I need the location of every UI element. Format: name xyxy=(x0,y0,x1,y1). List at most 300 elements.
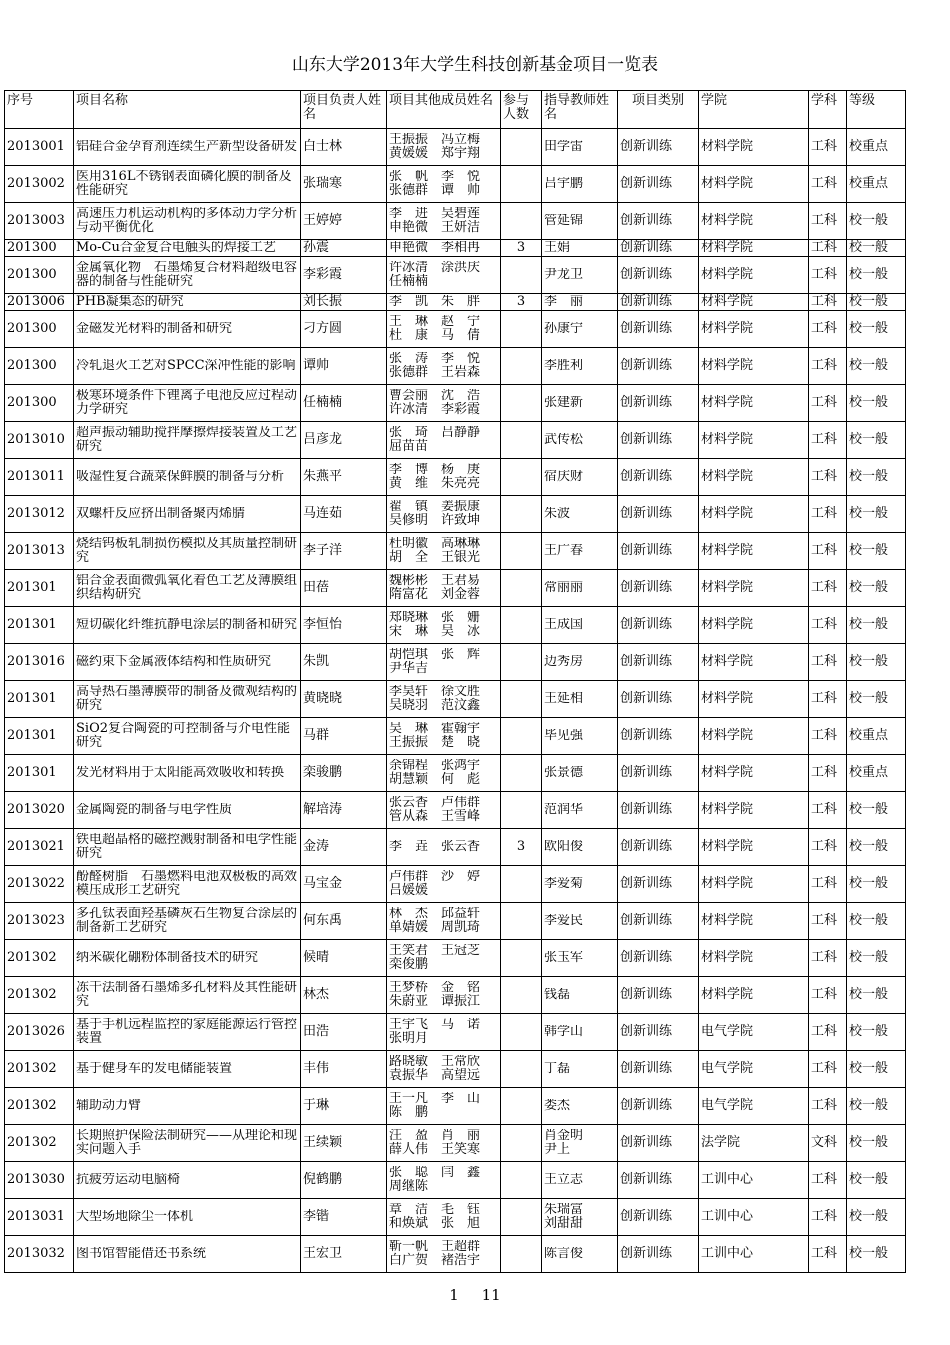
page-total: 11 xyxy=(481,1286,501,1304)
cell-category xyxy=(618,866,699,903)
member-line: 李 凯 朱 胖 xyxy=(389,295,481,309)
cell-members xyxy=(387,681,501,718)
cell-text: 栾骏鹏 xyxy=(303,765,343,780)
cell-text: 2013003 xyxy=(7,213,65,228)
header-cell-count: 参与人数 xyxy=(501,91,542,129)
table-row xyxy=(5,1051,906,1088)
cell-advisor xyxy=(542,866,618,903)
cell-category xyxy=(618,257,699,294)
advisor-line: 丁磊 xyxy=(544,1062,571,1076)
cell-text: 材料学院 xyxy=(701,432,754,447)
cell-id xyxy=(5,829,74,866)
cell-count xyxy=(501,1199,542,1236)
cell-text: 创新训练 xyxy=(620,765,673,780)
cell-project-name xyxy=(74,311,301,348)
cell-id xyxy=(5,940,74,977)
cell-subject xyxy=(809,940,847,977)
cell-text: 工科 xyxy=(811,267,838,282)
cell-text: 校一般 xyxy=(849,294,889,309)
cell-project-name xyxy=(74,681,301,718)
cell-members xyxy=(387,129,501,166)
cell-leader xyxy=(301,348,387,385)
cell-subject xyxy=(809,459,847,496)
table-row xyxy=(5,257,906,294)
cell-category xyxy=(618,792,699,829)
cell-text: 刁方圆 xyxy=(303,321,343,336)
cell-id xyxy=(5,792,74,829)
cell-text: 3 xyxy=(516,839,526,854)
cell-text: 冷轧退火工艺对SPCC深冲性能的影响 xyxy=(76,359,296,373)
cell-count xyxy=(501,570,542,607)
cell-category xyxy=(618,240,699,257)
cell-text: 2013030 xyxy=(7,1172,65,1187)
cell-text: 创新训练 xyxy=(620,654,673,669)
table-row xyxy=(5,1014,906,1051)
cell-text: 材料学院 xyxy=(701,802,754,817)
cell-text: 大型场地除尘一体机 xyxy=(76,1210,194,1224)
cell-text: 任楠楠 xyxy=(303,395,343,410)
cell-text: 烧结钨板轧制损伤模拟及其质量控制研究 xyxy=(76,537,298,565)
member-line: 张 聪 闫 鑫 xyxy=(389,1166,481,1180)
cell-subject xyxy=(809,755,847,792)
cell-college xyxy=(699,496,809,533)
cell-subject xyxy=(809,240,847,257)
cell-leader xyxy=(301,903,387,940)
cell-advisor xyxy=(542,940,618,977)
cell-text: 金涛 xyxy=(303,839,330,854)
cell-college xyxy=(699,940,809,977)
cell-text: 材料学院 xyxy=(701,950,754,965)
member-line: 张德群 王岩森 xyxy=(389,365,481,380)
cell-text: 工科 xyxy=(811,469,838,484)
cell-text: 2013012 xyxy=(7,506,65,521)
cell-category xyxy=(618,1125,699,1162)
cell-text: 创新训练 xyxy=(620,469,673,484)
cell-level xyxy=(847,1199,906,1236)
cell-text: 工科 xyxy=(811,506,838,521)
cell-text: SiO2复合陶瓷的可控制备与介电性能研究 xyxy=(76,722,290,750)
member-line: 魏彬彬 王君易 xyxy=(389,574,481,588)
cell-level xyxy=(847,607,906,644)
cell-leader xyxy=(301,1125,387,1162)
page-title: 山东大学2013年大学生科技创新基金项目一览表 xyxy=(291,55,659,75)
cell-level xyxy=(847,257,906,294)
cell-text: 创新训练 xyxy=(620,987,673,1002)
cell-text: 创新训练 xyxy=(620,267,673,282)
cell-members xyxy=(387,570,501,607)
table-row xyxy=(5,1125,906,1162)
cell-category xyxy=(618,681,699,718)
cell-count xyxy=(501,257,542,294)
header-cell-college: 学院 xyxy=(699,91,809,129)
cell-text: PHB凝集态的研究 xyxy=(76,295,184,309)
cell-level xyxy=(847,1014,906,1051)
cell-college xyxy=(699,718,809,755)
member-line: 任楠楠 xyxy=(389,274,429,289)
cell-level xyxy=(847,1088,906,1125)
cell-text: 创新训练 xyxy=(620,1172,673,1187)
header-cell-subject: 学科 xyxy=(809,91,847,129)
cell-level xyxy=(847,977,906,1014)
advisor-line: 李 丽 xyxy=(544,295,584,309)
cell-text: 创新训练 xyxy=(620,240,673,255)
cell-text: 2013010 xyxy=(7,432,65,447)
advisor-line: 张建新 xyxy=(544,396,584,410)
cell-text: 朱凯 xyxy=(303,654,330,669)
cell-id xyxy=(5,718,74,755)
cell-text: 基于健身车的发电储能装置 xyxy=(76,1062,233,1076)
cell-text: 2013006 xyxy=(7,294,65,309)
cell-count xyxy=(501,129,542,166)
cell-text: 材料学院 xyxy=(701,987,754,1002)
cell-category xyxy=(618,903,699,940)
cell-category xyxy=(618,607,699,644)
cell-category xyxy=(618,1051,699,1088)
cell-category xyxy=(618,294,699,311)
cell-id xyxy=(5,1236,74,1273)
advisor-line: 王立志 xyxy=(544,1173,584,1187)
cell-text: 校一般 xyxy=(849,213,889,228)
cell-advisor xyxy=(542,570,618,607)
table-row xyxy=(5,385,906,422)
cell-members xyxy=(387,311,501,348)
cell-text: 2013023 xyxy=(7,913,65,928)
cell-text: 铁电超晶格的磁控溅射制备和电学性能研究 xyxy=(76,833,298,861)
cell-advisor xyxy=(542,792,618,829)
cell-count xyxy=(501,459,542,496)
page-footer xyxy=(0,1286,950,1304)
table-row xyxy=(5,829,906,866)
cell-text: 工科 xyxy=(811,1209,838,1224)
cell-text: 2013022 xyxy=(7,876,65,891)
cell-level xyxy=(847,166,906,203)
cell-text: 201302 xyxy=(7,987,57,1002)
member-line: 申艳微 王妍洁 xyxy=(389,220,481,235)
cell-id xyxy=(5,644,74,681)
cell-level xyxy=(847,1051,906,1088)
cell-level xyxy=(847,940,906,977)
cell-text: 创新训练 xyxy=(620,839,673,854)
cell-members xyxy=(387,1014,501,1051)
cell-subject xyxy=(809,203,847,240)
cell-advisor xyxy=(542,166,618,203)
cell-members xyxy=(387,203,501,240)
cell-subject xyxy=(809,257,847,294)
cell-text: 工科 xyxy=(811,1172,838,1187)
cell-text: 材料学院 xyxy=(701,876,754,891)
cell-count xyxy=(501,792,542,829)
cell-text: 工科 xyxy=(811,580,838,595)
advisor-line: 常丽丽 xyxy=(544,581,584,595)
cell-advisor xyxy=(542,459,618,496)
cell-text: 工科 xyxy=(811,358,838,373)
cell-level xyxy=(847,294,906,311)
cell-id xyxy=(5,903,74,940)
table-row xyxy=(5,792,906,829)
member-line: 王 琳 赵 宁 xyxy=(389,315,481,329)
cell-text: 工科 xyxy=(811,395,838,410)
cell-project-name xyxy=(74,755,301,792)
cell-text: 校一般 xyxy=(849,802,889,817)
cell-text: 创新训练 xyxy=(620,1246,673,1261)
member-line: 朱蔚亚 谭振江 xyxy=(389,994,481,1009)
cell-id xyxy=(5,459,74,496)
cell-text: 工科 xyxy=(811,876,838,891)
cell-college xyxy=(699,607,809,644)
member-line: 陈 鹏 xyxy=(389,1105,429,1120)
cell-text: 校一般 xyxy=(849,913,889,928)
cell-project-name xyxy=(74,607,301,644)
table-row xyxy=(5,607,906,644)
cell-text: 校一般 xyxy=(849,987,889,1002)
cell-text: 李恒怡 xyxy=(303,617,343,632)
cell-college xyxy=(699,644,809,681)
cell-leader xyxy=(301,257,387,294)
cell-project-name xyxy=(74,718,301,755)
advisor-line: 王成国 xyxy=(544,618,584,632)
cell-text: 李子洋 xyxy=(303,543,343,558)
cell-college xyxy=(699,829,809,866)
member-line: 曹会丽 沈 浩 xyxy=(389,389,481,403)
cell-college xyxy=(699,385,809,422)
cell-level xyxy=(847,311,906,348)
cell-members xyxy=(387,1051,501,1088)
cell-text: 工科 xyxy=(811,913,838,928)
cell-members xyxy=(387,792,501,829)
cell-text: 校重点 xyxy=(849,176,889,191)
cell-text: 创新训练 xyxy=(620,395,673,410)
cell-text: 工科 xyxy=(811,950,838,965)
cell-advisor xyxy=(542,1125,618,1162)
cell-text: 朱燕平 xyxy=(303,469,343,484)
cell-text: 2013013 xyxy=(7,543,65,558)
cell-project-name xyxy=(74,129,301,166)
cell-members xyxy=(387,755,501,792)
cell-subject xyxy=(809,1051,847,1088)
table-row xyxy=(5,459,906,496)
cell-text: 校一般 xyxy=(849,950,889,965)
cell-level xyxy=(847,203,906,240)
cell-count xyxy=(501,903,542,940)
cell-count xyxy=(501,1236,542,1273)
advisor-line: 李爱菊 xyxy=(544,877,584,891)
cell-category xyxy=(618,1199,699,1236)
member-line: 许冰清 涂洪庆 xyxy=(389,261,481,275)
cell-level xyxy=(847,866,906,903)
cell-project-name xyxy=(74,1088,301,1125)
cell-text: 校一般 xyxy=(849,1246,889,1261)
cell-leader xyxy=(301,1236,387,1273)
cell-text: 金磁发光材料的制备和研究 xyxy=(76,322,233,336)
cell-category xyxy=(618,1162,699,1199)
cell-count xyxy=(501,385,542,422)
cell-subject xyxy=(809,829,847,866)
cell-text: 校一般 xyxy=(849,1209,889,1224)
header-cell-advisor: 指导教师姓名 xyxy=(542,91,618,129)
cell-text: 校一般 xyxy=(849,1024,889,1039)
cell-subject xyxy=(809,311,847,348)
cell-id xyxy=(5,1199,74,1236)
cell-level xyxy=(847,792,906,829)
member-line: 靳一帆 王超群 xyxy=(389,1240,481,1254)
cell-text: 创新训练 xyxy=(620,358,673,373)
cell-text: 材料学院 xyxy=(701,654,754,669)
member-line: 单婧媛 周凯琦 xyxy=(389,920,481,935)
cell-count xyxy=(501,681,542,718)
cell-text: 白士林 xyxy=(303,139,343,154)
table-row xyxy=(5,866,906,903)
cell-subject xyxy=(809,1236,847,1273)
member-line: 吕媛媛 xyxy=(389,883,429,898)
cell-project-name xyxy=(74,348,301,385)
cell-text: 李彩霞 xyxy=(303,267,343,282)
cell-advisor xyxy=(542,422,618,459)
header-cell-name: 项目名称 xyxy=(74,91,301,129)
cell-text: 材料学院 xyxy=(701,176,754,191)
cell-members xyxy=(387,385,501,422)
cell-advisor xyxy=(542,644,618,681)
table-row xyxy=(5,166,906,203)
cell-text: 校一般 xyxy=(849,1172,889,1187)
cell-leader xyxy=(301,1051,387,1088)
cell-leader xyxy=(301,166,387,203)
cell-members xyxy=(387,644,501,681)
cell-subject xyxy=(809,422,847,459)
cell-text: 材料学院 xyxy=(701,506,754,521)
cell-leader xyxy=(301,718,387,755)
cell-members xyxy=(387,166,501,203)
cell-text: 创新训练 xyxy=(620,728,673,743)
cell-members xyxy=(387,607,501,644)
cell-leader xyxy=(301,940,387,977)
table-row xyxy=(5,1088,906,1125)
advisor-line: 边秀房 xyxy=(544,655,584,669)
cell-advisor xyxy=(542,311,618,348)
cell-advisor xyxy=(542,129,618,166)
cell-text: 磁约束下金属液体结构和性质研究 xyxy=(76,655,272,669)
cell-subject xyxy=(809,681,847,718)
cell-college xyxy=(699,1199,809,1236)
cell-project-name xyxy=(74,570,301,607)
member-line: 郑晓琳 张 姗 xyxy=(389,611,481,625)
advisor-line: 刘甜甜 xyxy=(544,1216,584,1231)
cell-id xyxy=(5,570,74,607)
advisor-line: 娄杰 xyxy=(544,1099,571,1113)
cell-text: 工科 xyxy=(811,321,838,336)
member-line: 屈苗苗 xyxy=(389,439,429,454)
cell-project-name xyxy=(74,294,301,311)
cell-text: 材料学院 xyxy=(701,617,754,632)
cell-level xyxy=(847,681,906,718)
cell-members xyxy=(387,496,501,533)
cell-advisor xyxy=(542,240,618,257)
advisor-line: 管延锦 xyxy=(544,214,584,228)
cell-level xyxy=(847,644,906,681)
cell-text: 校一般 xyxy=(849,580,889,595)
cell-text: 黄晓晓 xyxy=(303,691,343,706)
cell-count xyxy=(501,607,542,644)
cell-text: 电气学院 xyxy=(701,1098,754,1113)
cell-category xyxy=(618,311,699,348)
cell-count xyxy=(501,422,542,459)
cell-text: 材料学院 xyxy=(701,839,754,854)
member-line: 林 杰 邱益轩 xyxy=(389,907,481,921)
table-row xyxy=(5,129,906,166)
member-line: 吴修明 许致坤 xyxy=(389,513,481,528)
cell-text: 创新训练 xyxy=(620,506,673,521)
cell-text: 创新训练 xyxy=(620,294,673,309)
table-row xyxy=(5,977,906,1014)
cell-text: 工科 xyxy=(811,802,838,817)
cell-college xyxy=(699,166,809,203)
cell-text: 201300 xyxy=(7,240,57,255)
cell-text: 校一般 xyxy=(849,876,889,891)
cell-project-name xyxy=(74,644,301,681)
cell-text: 创新训练 xyxy=(620,913,673,928)
cell-text: 冻干法制备石墨烯多孔材料及其性能研究 xyxy=(76,981,298,1009)
cell-text: 图书馆智能借还书系统 xyxy=(76,1247,207,1261)
cell-leader xyxy=(301,1014,387,1051)
cell-id xyxy=(5,129,74,166)
cell-subject xyxy=(809,496,847,533)
cell-category xyxy=(618,348,699,385)
cell-leader xyxy=(301,385,387,422)
cell-subject xyxy=(809,977,847,1014)
cell-text: 林杰 xyxy=(303,987,330,1002)
cell-category xyxy=(618,644,699,681)
cell-text: 创新训练 xyxy=(620,321,673,336)
cell-id xyxy=(5,257,74,294)
advisor-line: 王娟 xyxy=(544,241,571,255)
cell-text: 工科 xyxy=(811,654,838,669)
cell-advisor xyxy=(542,718,618,755)
cell-subject xyxy=(809,1014,847,1051)
cell-text: 3 xyxy=(516,240,526,255)
cell-text: 倪鹤鹏 xyxy=(303,1172,343,1187)
cell-college xyxy=(699,1088,809,1125)
cell-project-name xyxy=(74,1014,301,1051)
cell-text: 材料学院 xyxy=(701,267,754,282)
advisor-line: 王广春 xyxy=(544,544,584,558)
cell-text: 校一般 xyxy=(849,1061,889,1076)
cell-text: 201302 xyxy=(7,1098,57,1113)
cell-text: 201301 xyxy=(7,580,57,595)
cell-text: 超声振动辅助搅拌摩擦焊接装置及工艺研究 xyxy=(76,426,298,454)
cell-text: 医用316L不锈钢表面磷化膜的制备及性能研究 xyxy=(76,170,292,198)
table-row xyxy=(5,422,906,459)
cell-level xyxy=(847,718,906,755)
table-header-row xyxy=(5,91,906,129)
cell-text: 校一般 xyxy=(849,358,889,373)
cell-text: 创新训练 xyxy=(620,580,673,595)
cell-advisor xyxy=(542,257,618,294)
cell-text: 丰伟 xyxy=(303,1061,330,1076)
cell-id xyxy=(5,294,74,311)
cell-id xyxy=(5,1014,74,1051)
cell-text: 校一般 xyxy=(849,267,889,282)
cell-subject xyxy=(809,1199,847,1236)
cell-college xyxy=(699,977,809,1014)
cell-college xyxy=(699,311,809,348)
cell-leader xyxy=(301,240,387,257)
member-line: 杜 康 马 倩 xyxy=(389,328,481,343)
advisor-line: 尹龙卫 xyxy=(544,268,584,282)
cell-advisor xyxy=(542,1088,618,1125)
header-cell-id: 序号 xyxy=(5,91,74,129)
cell-college xyxy=(699,203,809,240)
cell-college xyxy=(699,866,809,903)
cell-text: 2013026 xyxy=(7,1024,65,1039)
